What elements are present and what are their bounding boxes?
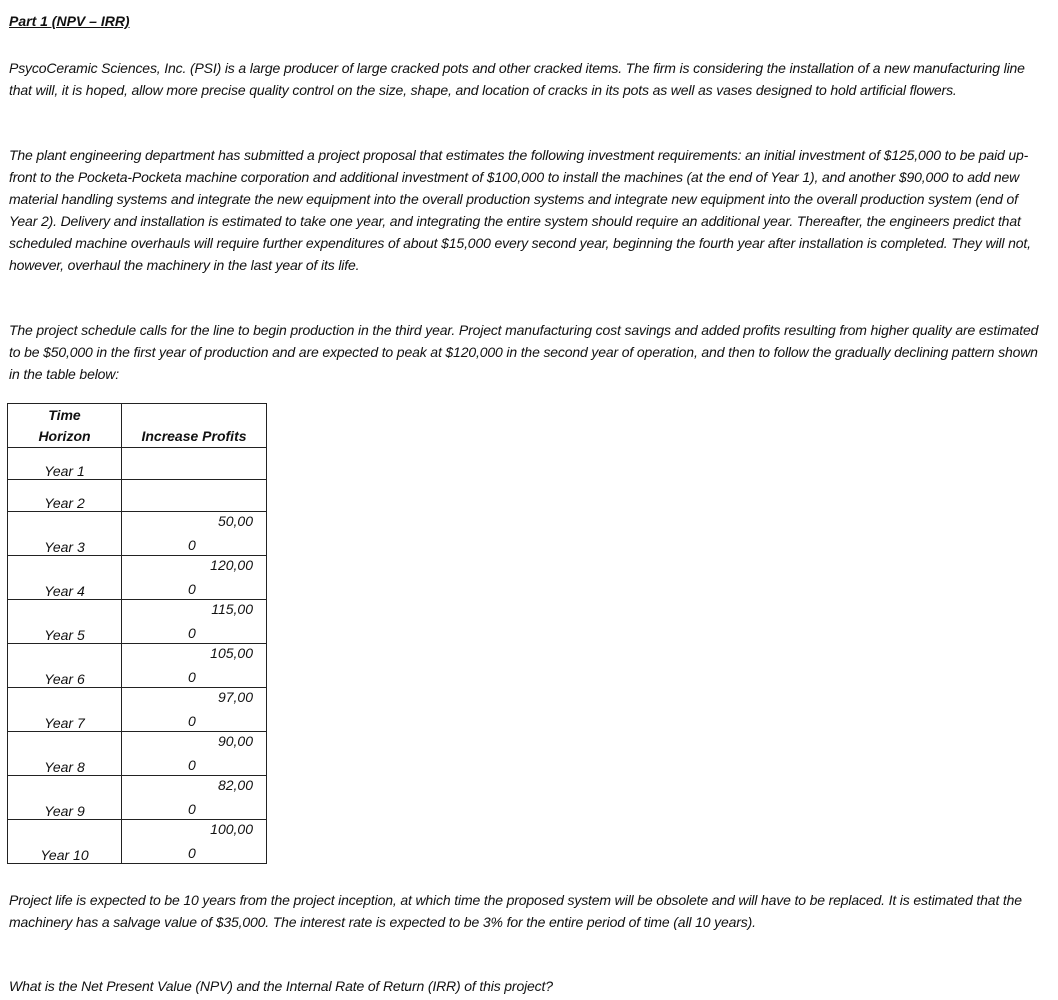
table-row — [8, 732, 267, 776]
year-cell: Year 1 — [8, 448, 122, 480]
year-cell: Year 6 — [8, 644, 122, 688]
header-time-line1: Time — [48, 407, 81, 423]
profit-cell — [122, 688, 267, 732]
profit-value-top: 120,00 — [210, 557, 253, 573]
table-row — [8, 776, 267, 820]
profit-cell — [122, 556, 267, 600]
table-row — [8, 448, 267, 480]
profit-cell — [122, 776, 267, 820]
profit-cell — [122, 448, 267, 480]
section-title: Part 1 (NPV – IRR) — [9, 13, 130, 29]
header-time-horizon — [8, 404, 122, 448]
header-time-line2: Horizon — [38, 428, 91, 444]
paragraph-project-schedule: The project schedule calls for the line to begin production in the third year. Project manufacturing cost savings and added profits resulting from higher quality are estimated to be $50,000 in the first year of production and are expected to peak at $120,000 in the second year of operation, and then to follow the gradually declining pattern shown in the table below: — [9, 322, 1039, 382]
profit-value-bottom: 0 — [188, 537, 196, 553]
table-row — [8, 556, 267, 600]
table-row — [8, 512, 267, 556]
year-cell: Year 9 — [8, 776, 122, 820]
year-cell: Year 2 — [8, 480, 122, 512]
table-row — [8, 644, 267, 688]
profit-value-top: 100,00 — [210, 821, 253, 837]
profit-value-bottom: 0 — [188, 581, 196, 597]
profit-cell — [122, 512, 267, 556]
profit-value-bottom: 0 — [188, 757, 196, 773]
year-cell: Year 3 — [8, 512, 122, 556]
profit-value-top: 115,00 — [211, 601, 253, 617]
profit-cell — [122, 644, 267, 688]
paragraph-investment-requirements: The plant engineering department has submitted a project proposal that estimates the following investment requirements: an initial investment of $125,000 to be paid up-front to the Pocketa-Pocketa machine corporation and additional investment of $100,000 to install the machines (at the end of Year 1), and another $90,000 to add new material handling systems and integrate the new equipment into the overall production systems and integrate new equipment into the overall production system (end of Year 2). Delivery and installation is estimated to take one year, and integrating the entire system should require an additional year. Thereafter, the engineers predict that scheduled machine overhauls will require further expenditures of about $15,000 every second year, beginning the fourth year after installation is completed. They will not, however, overhaul the machinery in the last year of its life. — [9, 147, 1031, 273]
profit-value-top: 97,00 — [217, 689, 253, 705]
table-row — [8, 480, 267, 512]
paragraph-company-intro: PsycoCeramic Sciences, Inc. (PSI) is a large producer of large cracked pots and other cracked items. The firm is considering the installation of a new manufacturing line that will, it is hoped, allow more precise quality control on the size, shape, and location of cracks in its pots as well as vases designed to hold artificial flowers. — [9, 60, 1025, 98]
paragraph-project-life: Project life is expected to be 10 years from the project inception, at which time the proposed system will be obsolete and will have to be replaced. It is estimated that the machinery has a salvage value of $35,000. The interest rate is expected to be 3% for the entire period of time (all 10 years). — [9, 892, 1022, 930]
profit-cell — [122, 480, 267, 512]
profits-table — [7, 403, 267, 864]
profit-cell — [122, 820, 267, 864]
year-cell: Year 8 — [8, 732, 122, 776]
year-cell: Year 4 — [8, 556, 122, 600]
table-row — [8, 600, 267, 644]
profit-value-bottom: 0 — [188, 801, 196, 817]
paragraph-question: What is the Net Present Value (NPV) and the Internal Rate of Return (IRR) of this project? — [9, 978, 553, 994]
profit-value-bottom: 0 — [188, 713, 196, 729]
table-row — [8, 688, 267, 732]
table-row — [8, 820, 267, 864]
year-cell: Year 7 — [8, 688, 122, 732]
header-increase-profits: Increase Profits — [122, 404, 267, 448]
profit-value-bottom: 0 — [188, 845, 196, 861]
profit-cell — [122, 732, 267, 776]
year-cell: Year 5 — [8, 600, 122, 644]
profit-value-top: 105,00 — [210, 645, 253, 661]
profit-value-top: 82,00 — [217, 777, 253, 793]
profit-value-top: 90,00 — [217, 733, 253, 749]
profit-cell — [122, 600, 267, 644]
profit-value-bottom: 0 — [188, 669, 196, 685]
profit-value-bottom: 0 — [188, 625, 196, 641]
year-cell: Year 10 — [8, 820, 122, 864]
table-header-row — [8, 404, 267, 448]
profit-value-top: 50,00 — [217, 513, 253, 529]
